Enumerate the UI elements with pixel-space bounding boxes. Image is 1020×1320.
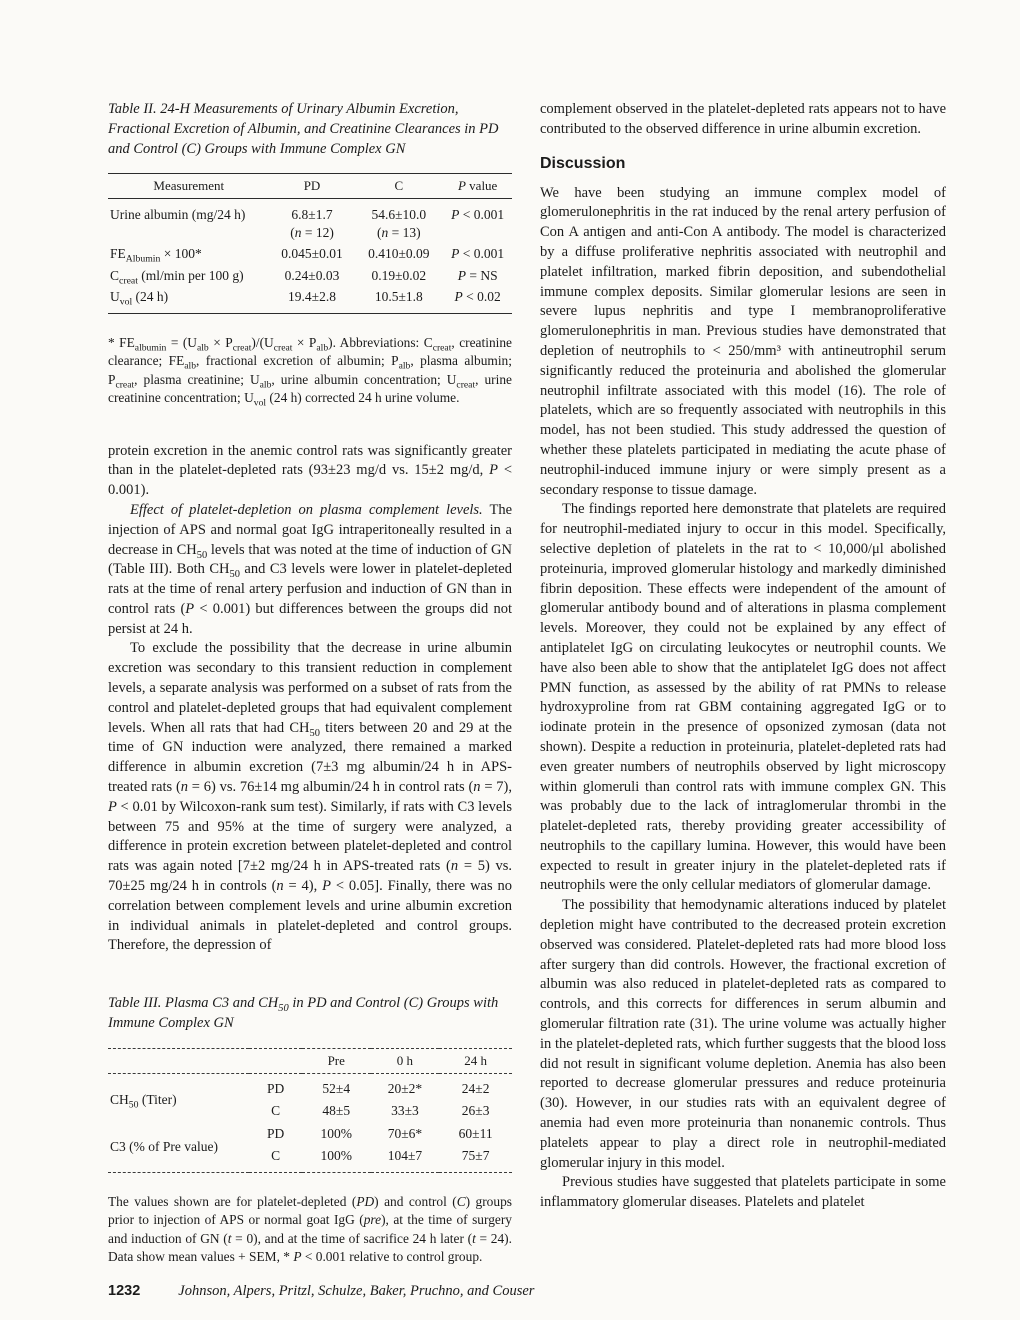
paragraph: Effect of platelet-depletion on plasma complement levels. The injection of APS and normal goat IgG intraperitoneally resulted in a decrease in $CH_{50}$ levels that was noted at the time of induction of GN (Table III). Both $CH_{50}$ and C3 levels were lower in platelet-depleted rats at the time of renal artery perfusion and induction of GN than in control rats (P < 0.001) but differences between the groups did not persist at 24 h. [108, 501, 513, 637]
table-cell: 104±7 [387, 1148, 423, 1164]
table-cell: 33±3 [391, 1103, 419, 1119]
table-cell: PD [267, 1080, 285, 1096]
table-cell: 0.19±0.02 [371, 267, 427, 283]
table-cell: 48±5 [322, 1103, 351, 1119]
table-cell: P < 0.001 [451, 246, 505, 262]
table-cell: 75±7 [461, 1148, 490, 1164]
table-2-column-header: P value [443, 174, 512, 199]
table-cell: 100% [320, 1148, 352, 1164]
table-cell: 26±3 [461, 1103, 490, 1119]
discussion-text [540, 184, 946, 1213]
table-cell: 52±4 [322, 1080, 351, 1096]
paragraph-lead: Effect of platelet-depletion on plasma complement levels. [130, 501, 483, 518]
table-3-caption: Table III. Plasma C3 and $CH_{50}$ in PD and Control (C) Groups with Immune Complex GN [108, 995, 499, 1032]
left-column [108, 100, 512, 1320]
table-2-column-header: PD [270, 174, 355, 199]
table-2-block [108, 100, 512, 408]
table-row-label: $CH_{50}$ (Titer) [110, 1092, 177, 1111]
table-2-footnote: * $FE_{albumin} = (U_{alb} \times P_{creat})/(U_{creat} \times P_{alb})$. Abbreviations: $C_{creat}$, creatinine clearance; $FE_{alb}$, fractional excretion of albumin; $P_{alb}$, plasma albumin; $P_{creat}$, plasma creatinine; $U_{alb}$, urine albumin concentration; $U_{creat}$, urine creatinine concentration; $U_{vol}$ (24 h) corrected 24 h urine volume. [108, 334, 512, 409]
table-cell: 10.5±1.8 [374, 289, 423, 305]
table-cell: $FE_{Albumin} \times 100*$ [110, 246, 202, 266]
discussion-heading: Discussion [540, 154, 626, 172]
table-cell: $U_{vol}$ (24 h) [110, 289, 169, 309]
table-2-caption: Table II. 24-H Measurements of Urinary Albumin Excretion, Fractional Excretion of Albumin, and Creatinine Clearances in PD and Control (C) Groups with Immune Complex GN [108, 101, 499, 157]
table-row [108, 265, 512, 287]
table-cell: 0.045±0.01 [281, 246, 343, 262]
table-row-label: C3 (% of Pre value) [110, 1139, 218, 1155]
table-cell: PD [267, 1125, 285, 1141]
table-2-column-header: Measurement [108, 174, 270, 199]
table-cell: 20±2* [387, 1080, 423, 1096]
table-cell: 0.410±0.09 [368, 246, 430, 262]
table-cell: P < 0.02 [454, 289, 501, 305]
left-body-text [108, 442, 512, 957]
table-cell: 70±6* [387, 1125, 423, 1141]
table-row [108, 1073, 512, 1100]
table-3-column-header: Pre [302, 1048, 371, 1073]
paragraph: We have been studying an immune complex model of glomerulonephritis in the rat induced by the renal artery perfusion of Con A antigen and anti-Con A antibody. The model is characterized by a diffuse proliferative nephritis associated with neutrophil and platelet infiltration, marked fibrin deposition, and subendothelial immune complex deposits. Similar glomerular lesions are seen in severe lupus nephritis and type I membranoproliferative glomerulonephritis in man. Previous studies have demonstrated that depletion of neutrophils to < 250/mm³ with antineutrophil serum significantly reduced the proteinuria and abolished the glomerular neutrophil infiltrate associated with this model (16). The role of platelets, which are so frequently associated with neutrophils in this model, has not been studied. This study addressed the question of whether these platelets participated in mediating the acute phase of neutrophil-induced immune injury or were simply present as a secondary response to tissue damage. [540, 184, 946, 498]
table-cell: C [271, 1103, 281, 1119]
running-authors: Johnson, Alpers, Pritzl, Schulze, Baker, Pruchno, and Couser [178, 1283, 535, 1299]
paragraph: The possibility that hemodynamic alterations induced by platelet depletion might have contributed to the decreased protein excretion observed was considered. Platelet-depleted rats had more blood loss after surgery than did controls. However, the fractional excretion of albumin was also reduced in platelet-depleted rats as compared to controls, and this corrects for differences in serum albumin and glomerular filtration rate (31). The urine volume was actually higher in the platelet-depleted rats, which further suggests that the blood loss did not result in significant volume depletion. Anemia has also been reported to decrease glomerular pressures and reduce proteinuria (30). However, in our studies rats with an equivalent degree of anemia had even more proteinuria than nonanemic controls. Thus platelets appear to play a direct role in neutrophil-mediated glomerular injury in this model. [540, 897, 946, 1171]
table-2-column-header: C [354, 174, 443, 199]
right-intro-text [540, 100, 946, 140]
table-cell: 6.8±1.7 (n = 12) [290, 207, 334, 240]
table-cell: 54.6±10.0 (n = 13) [371, 207, 427, 240]
paragraph: The findings reported here demonstrate that platelets are required for neutrophil-mediated injury to occur in this model. Specifically, selective depletion of platelets in the rat to < 10,000/μl abolished proteinuria, improved glomerular histology and markedly diminished fibrin deposition. These effects were independent of the amount of glomerular antibody bound and of alterations in plasma complement levels. Moreover, they could not be explained by any effect of antiplatelet IgG on circulating leukocytes or neutrophil counts. We have also been able to show that the antiplatelet IgG does not affect PMN function, as assessed by the ability of rat PMNs to release hydroxyproline from rat GBM containing aggregated IgG or to iodinate protein in the presence of opsonized zymosan (data not shown). Despite a reduction in proteinuria, platelet-depleted rats had even greater numbers of neutrophils observed by light microscopy within glomeruli than control rats with immune complex GN. This was probably due to the lack of intraglomerular thrombi in the platelet-depleted rats, thereby providing greater accessibility of neutrophils to the capillary lumina. However, this would have been expected to result in greater injury in the platelet-depleted rats if neutrophils were the only cellular mediators of glomerular damage. [540, 501, 946, 894]
table-2 [108, 173, 512, 314]
table-cell: 0.24±0.03 [284, 267, 340, 283]
table-row [108, 199, 512, 244]
table-cell: $C_{creat}$ (ml/min per 100 g) [110, 267, 244, 287]
right-column [540, 100, 946, 1320]
table-row [108, 286, 512, 313]
table-cell: 19.4±2.8 [288, 289, 336, 305]
paragraph: protein excretion in the anemic control rats was significantly greater than in the platelet-depleted rats (93±23 mg/d vs. 15±2 mg/d, P < 0.001). [108, 442, 512, 499]
table-cell: 60±11 [458, 1125, 493, 1141]
table-3-block [108, 994, 512, 1266]
page-footer [108, 1283, 948, 1300]
table-cell: C [271, 1148, 281, 1164]
paragraph: complement observed in the platelet-depleted rats appears not to have contributed to the observed difference in urine albumin excretion. [540, 101, 946, 137]
table-cell: P = NS [457, 267, 498, 283]
table-row [108, 243, 512, 265]
table-3 [108, 1048, 512, 1173]
table-cell: 100% [320, 1125, 352, 1141]
table-cell: 24±2 [461, 1080, 490, 1096]
table-3-footnote: The values shown are for platelet-depleted (PD) and control (C) groups prior to injection of APS or normal goat IgG (pre), at the time of surgery and induction of GN (t = 0), and at the time of sacrifice 24 h later (t = 24). Data show mean values + SEM, * P < 0.001 relative to control group. [108, 1193, 512, 1265]
table-row [108, 1122, 512, 1145]
table-3-column-header: 0 h [371, 1048, 440, 1073]
paragraph: To exclude the possibility that the decrease in urine albumin excretion was secondary to this transient reduction in complement levels, a separate analysis was performed on a subset of rats from the control and platelet-depleted groups that had equivalent complement levels. When all rats that had $CH_{50}$ titers between 20 and 29 at the time of GN induction were analyzed, there remained a marked difference in albumin excretion (7±3 mg albumin/24 h in APS-treated rats (n = 6) vs. 76±14 mg albumin/24 h in control rats (n = 7), P < 0.01 by Wilcoxon-rank sum test). Similarly, if rats with C3 levels between 75 and 95% at the time of surgery were analyzed, a difference in protein excretion between platelet-depleted and control rats was again noted [7±2 mg/24 h in APS-treated rats (n = 5) vs. 70±25 mg/24 h in controls (n = 4), P < 0.05]. Finally, there was no correlation between complement levels and urine albumin excretion in individual animals in platelet-depleted and control groups. Therefore, the depression of [108, 640, 512, 954]
table-cell: Urine albumin (mg/24 h) [110, 207, 246, 223]
table-3-column-header: 24 h [439, 1048, 512, 1073]
table-cell: P < 0.001 [451, 207, 505, 223]
paragraph: Previous studies have suggested that platelets participate in some inflammatory glomerular diseases. Platelets and platelet [540, 1174, 946, 1211]
table-3-header-spacer [108, 1048, 302, 1073]
page-number: 1232 [108, 1283, 141, 1299]
